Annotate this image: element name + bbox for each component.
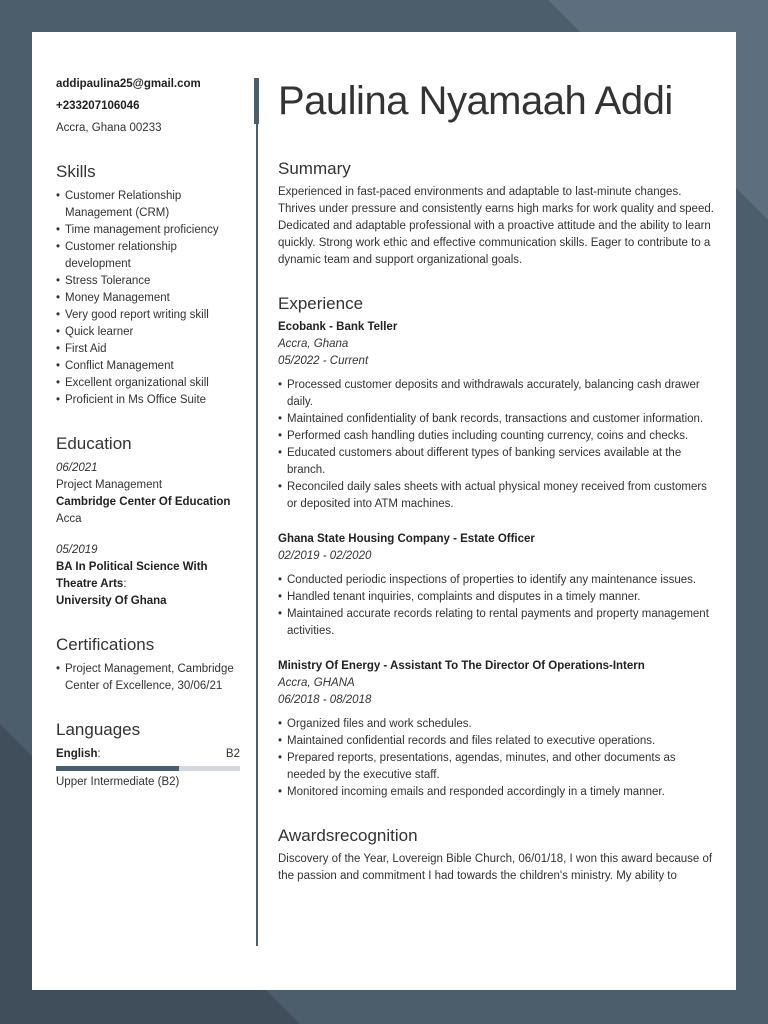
candidate-name: Paulina Nyamaah Addi [278, 79, 673, 123]
list-item: • Conducted periodic inspections of properties to identify any maintenance issues. [278, 572, 716, 589]
job-location: Accra, GHANA [278, 677, 355, 689]
education-date: 06/2021 [56, 462, 98, 474]
job-location: Accra, Ghana [278, 338, 349, 350]
job-title: Ghana State Housing Company - Estate Officer [278, 533, 535, 545]
education-school: University Of Ghana [56, 595, 167, 607]
sidebar [56, 76, 240, 791]
skills-heading: Skills [56, 162, 96, 181]
awards-heading: Awardsrecognition [278, 826, 418, 845]
list-item: • First Aid [56, 341, 240, 358]
job-dates: 05/2022 - Current [278, 355, 369, 367]
list-item: • Stress Tolerance [56, 273, 240, 290]
language-entry [56, 746, 240, 791]
education-date: 05/2019 [56, 544, 98, 556]
education-entry [56, 542, 240, 610]
list-item: • Very good report writing skill [56, 307, 240, 324]
experience-entry [278, 319, 716, 513]
list-item: • Maintained confidentiality of bank records, transactions and customer information. [278, 411, 716, 428]
experience-heading: Experience [278, 294, 364, 313]
job-dates: 02/2019 - 02/2020 [278, 550, 372, 562]
main-content [278, 76, 716, 885]
job-title: Ministry Of Energy - Assistant To The Director Of Operations-Intern [278, 660, 645, 672]
list-item: • Proficient in Ms Office Suite [56, 392, 240, 409]
language-description: Upper Intermediate (B2) [56, 776, 180, 788]
education-heading: Education [56, 434, 132, 453]
contact-email[interactable]: addipaulina25@gmail.com [56, 78, 201, 90]
list-item: • Maintained accurate records relating to rental payments and property management activities. [278, 606, 716, 640]
education-school: Cambridge Center Of Education [56, 496, 231, 508]
contact-address: Accra, Ghana 00233 [56, 122, 162, 134]
skills-list [56, 188, 240, 409]
list-item: • Monitored incoming emails and responded accordingly in a timely manner. [278, 784, 716, 801]
list-item: • Excellent organizational skill [56, 375, 240, 392]
job-title: Ecobank - Bank Teller [278, 321, 398, 333]
list-item: • Money Management [56, 290, 240, 307]
list-item: • Handled tenant inquiries, complaints and disputes in a timely manner. [278, 589, 716, 606]
summary-text: Experienced in fast-paced environments and adaptable to last-minute changes. Thrives under pressure and consistently earns high marks for work quality and speed. Dedicated and adaptable professional with a proactive attitude and the ability to learn quickly. Strong work ethic and effective communication skills. Eager to contribute to a dynamic team and support organizational goals. [278, 186, 714, 266]
list-item: • Time management proficiency [56, 222, 240, 239]
languages-heading: Languages [56, 720, 141, 739]
resume-page [32, 32, 736, 990]
language-proficiency-fill [56, 766, 179, 771]
list-item: • Prepared reports, presentations, agendas, minutes, and other documents as needed by the executive staff. [278, 750, 716, 784]
language-colon: : [97, 748, 101, 760]
job-dates: 06/2018 - 08/2018 [278, 694, 372, 706]
list-item: • Customer relationship development [56, 239, 240, 273]
certifications-heading: Certifications [56, 635, 155, 654]
contact-phone[interactable]: +233207106046 [56, 100, 140, 112]
summary-heading: Summary [278, 159, 351, 178]
list-item: • Customer Relationship Management (CRM) [56, 188, 240, 222]
name-accent-bar [254, 78, 259, 124]
job-bullets [278, 716, 716, 801]
list-item: • Educated customers about different types of banking services available at the branch. [278, 445, 716, 479]
education-separator: : [123, 578, 127, 590]
language-level: B2 [225, 748, 240, 760]
education-location: Acca [56, 513, 82, 525]
column-divider [256, 78, 258, 946]
list-item: • Reconciled daily sales sheets with actual physical money received from customers or deposited into ATM machines. [278, 479, 716, 513]
language-proficiency-bar [56, 766, 240, 771]
list-item: • Organized files and work schedules. [278, 716, 716, 733]
job-bullets [278, 572, 716, 640]
certifications-list [56, 661, 240, 695]
list-item: • Maintained confidential records and files related to executive operations. [278, 733, 716, 750]
job-bullets [278, 377, 716, 513]
awards-text: Discovery of the Year, Lovereign Bible Church, 06/01/18, I won this award because of the passion and commitment I had towards the children's ministry. My ability to [278, 853, 713, 882]
list-item: • Performed cash handling duties including counting currency, coins and checks. [278, 428, 716, 445]
education-entry [56, 460, 240, 528]
experience-entry [278, 531, 716, 640]
list-item: • Conflict Management [56, 358, 240, 375]
list-item: • Quick learner [56, 324, 240, 341]
language-name: English [56, 748, 98, 760]
list-item: • Processed customer deposits and withdrawals accurately, balancing cash drawer daily. [278, 377, 716, 411]
education-degree: Project Management [56, 479, 163, 491]
experience-entry [278, 658, 716, 801]
education-degree: BA In Political Science With Theatre Arts [56, 561, 208, 590]
list-item: • Project Management, Cambridge Center of Excellence, 30/06/21 [56, 661, 240, 695]
